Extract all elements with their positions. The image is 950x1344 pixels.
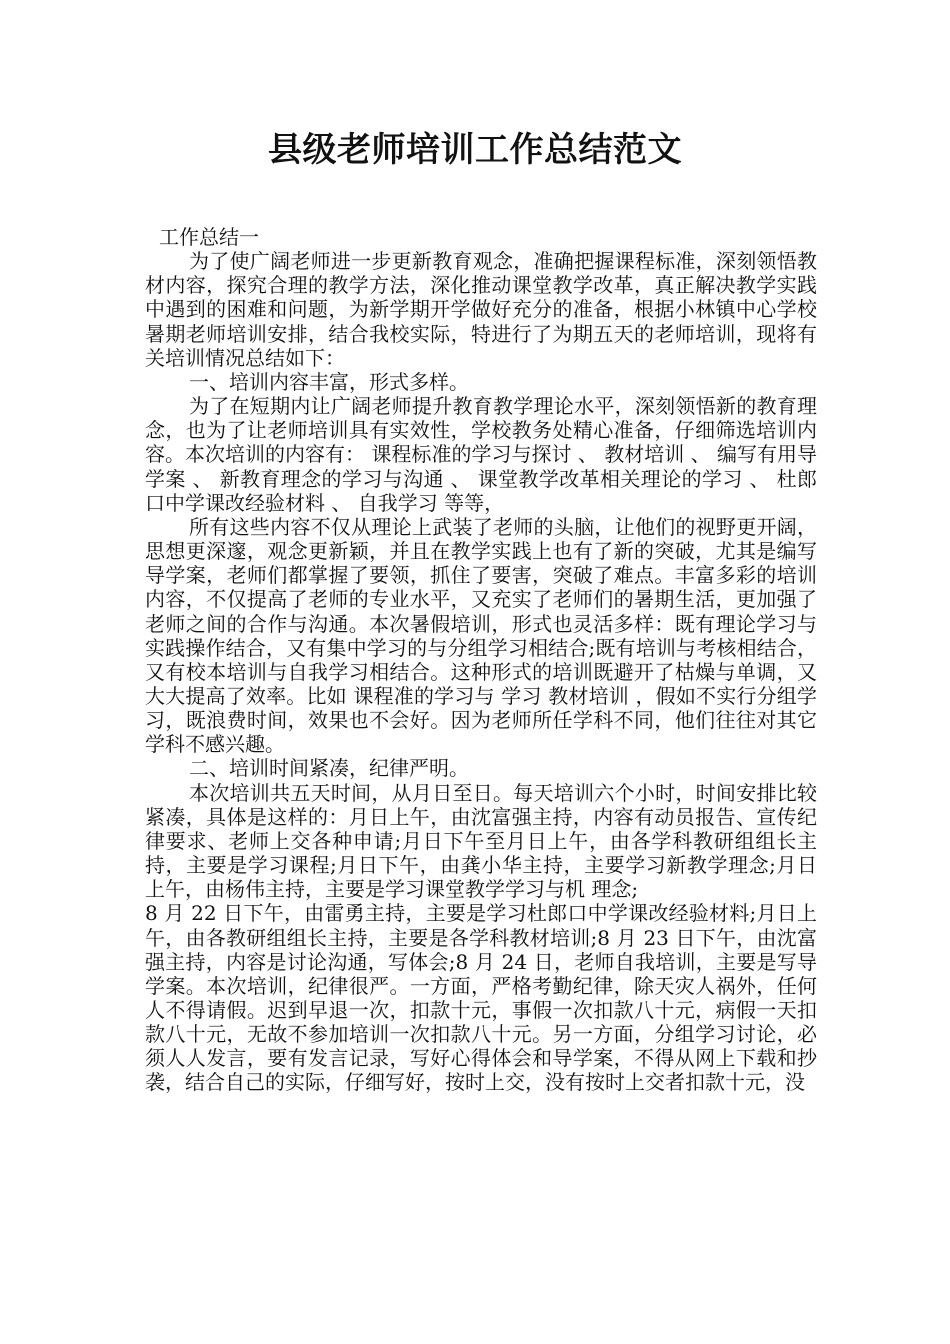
paragraph-training-content: 为了在短期内让广阔老师提升教育教学理论水平，深刻领悟新的教育理念，也为了让老师培训具有实效性，学校教务处精心准备，仔细筛选培训内容。本次培训的内容有： 课程标准的学习与探讨 、 教材培训 、 编写有用导学案 、 新教育理念的学习与沟通 、 课堂教学改革相关理论的学习 、 杜郎口中学课改经验材料 、 自我学习 等等，	[145, 394, 817, 515]
document-title: 县级老师培训工作总结范文	[268, 130, 682, 170]
paragraph-training-effect: 所有这些内容不仅从理论上武装了老师的头脑，让他们的视野更开阔，思想更深邃，观念更新颖，并且在教学实践上也有了新的突破，尤其是编写导学案，老师们都掌握了要领，抓住了要害，突破了难点。丰富多彩的培训内容，不仅提高了老师的专业水平，又充实了老师们的暑期生活，更加强了老师之间的合作与沟通。本次暑假培训，形式也灵活多样：既有理论学习与实践操作结合，又有集中学习的与分组学习相结合;既有培训与考核相结合，又有校本培训与自我学习相结合。这种形式的培训既避开了枯燥与单调，又大大提高了效率。比如 课程准的学习与 学习 教材培训 ，假如不实行分组学习，既浪费时间，效果也不会好。因为老师所任学科不同，他们往往对其它学科不感兴趣。	[145, 514, 817, 757]
heading-section-2: 二、培训时间紧凑，纪律严明。	[189, 756, 469, 781]
document-body	[145, 225, 817, 1095]
paragraph-discipline: 8 月 22 日下午，由雷勇主持，主要是学习杜郎口中学课改经验材料;月日上午，由各教研组组长主持，主要是各学科教材培训;8 月 23 日下午，由沈富强主持，内容是讨论沟通，写体会;8 月 24 日，老师自我培训，主要是写导学案。本次培训，纪律很严。一方面，严格考勤纪律，除天灾人祸外，任何人不得请假。迟到早退一次，扣款十元，事假一次扣款八十元，病假一天扣款八十元，无故不参加培训一次扣款八十元。另一方面，分组学习讨论，必须人人发言，要有发言记录，写好心得体会和导学案，不得从网上下载和抄袭，结合自己的实际，仔细写好，按时上交，没有按时上交者扣款十元，没	[145, 901, 817, 1095]
heading-section-1: 一、培训内容丰富，形式多样。	[189, 369, 469, 394]
paragraph-schedule: 本次培训共五天时间，从月日至日。每天培训六个小时，时间安排比较紧凑，具体是这样的：月日上午，由沈富强主持，内容有动员报告、宣传纪律要求、老师上交各种申请;月日下午至月日上午，由各学科教研组组长主持，主要是学习课程;月日下午，由龚小华主持，主要学习新教学理念;月日上午，由杨伟主持，主要是学习课堂教学学习与机 理念;	[145, 780, 817, 902]
paragraph-intro: 为了使广阔老师进一步更新教育观念，准确把握课程标准，深刻领悟教材内容，探究合理的教学方法，深化推动课堂教学改革，真正解决教学实践中遇到的困难和问题，为新学期开学做好充分的准备，根据小林镇中心学校暑期老师培训安排，结合我校实际，特进行了为期五天的老师培训，现将有关培训情况总结如下：	[145, 249, 817, 370]
section-label: 工作总结一	[159, 225, 259, 249]
